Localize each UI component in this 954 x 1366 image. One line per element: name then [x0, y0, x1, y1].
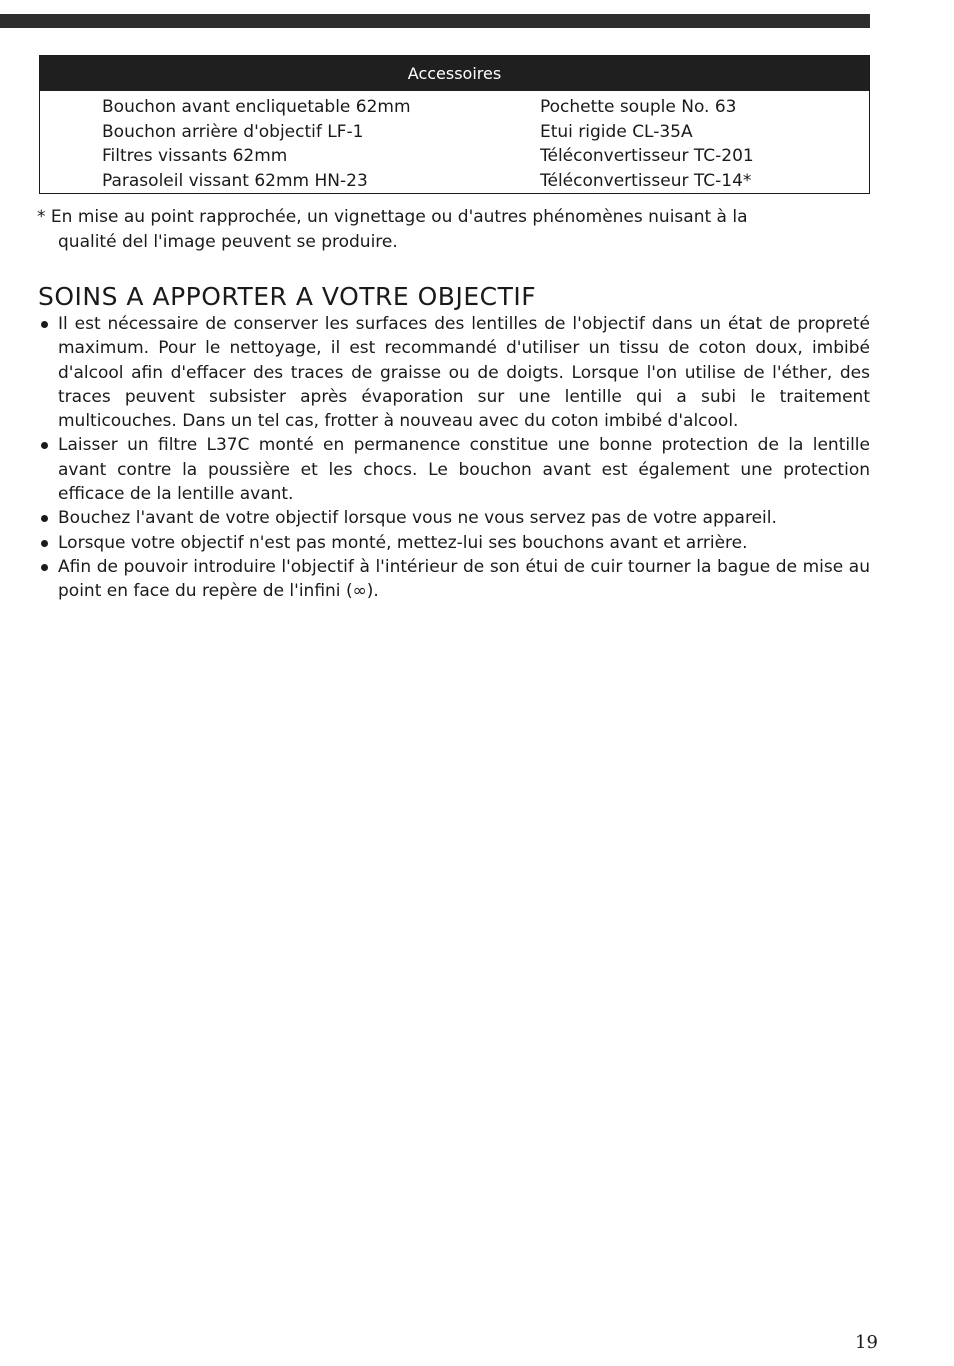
accessory-item: Bouchon arrière d'objectif LF-1: [102, 121, 364, 142]
bullet-text: Afin de pouvoir introduire l'objectif à l'intérieur de son étui de cuir tourner la bague de mise au point en face du repère de l'infini (∞).: [58, 556, 870, 602]
care-bullet-list: [38, 312, 870, 604]
bullet-text: Il est nécessaire de conserver les surfaces des lentilles de l'objectif dans un état de propreté maximum. Pour le nettoyage, il est recommandé d'utiliser un tissu de coton doux, imbibé d'alcool afin d'effacer des traces de graisse ou de doigts. Lorsque l'on utilise de l'éther, des traces peuvent subsister après évaporation sur une lentille qui a subi le traitement multicouches. Dans un tel cas, frotter à nouveau avec du coton imbibé d'alcool.: [58, 314, 870, 432]
bullet-item: [38, 555, 870, 604]
section-title: SOINS A APPORTER A VOTRE OBJECTIF: [38, 282, 537, 311]
bullet-icon: [41, 564, 48, 571]
footnote-line: * En mise au point rapprochée, un vignettage ou d'autres phénomènes nuisant à la: [37, 207, 748, 227]
accessory-item: Etui rigide CL-35A: [540, 121, 693, 142]
bullet-text: Bouchez l'avant de votre objectif lorsque vous ne vous servez pas de votre appareil.: [58, 508, 777, 529]
accessories-right-column: [540, 95, 754, 193]
bullet-icon: [41, 540, 48, 547]
bullet-text: Lorsque votre objectif n'est pas monté, mettez-lui ses bouchons avant et arrière.: [58, 532, 748, 553]
bullet-item: [38, 312, 870, 433]
bullet-text: Laisser un filtre L37C monté en permanence constitue une bonne protection de la lentille avant contre la poussière et les chocs. Le bouchon avant est également une protection efficace de la lentille avant.: [58, 435, 870, 505]
page-number: 19: [855, 1332, 878, 1353]
accessories-box: [39, 55, 870, 194]
bullet-item: [38, 433, 870, 506]
accessories-left-column: [102, 95, 411, 193]
top-rule: [0, 14, 870, 28]
accessory-item: Pochette souple No. 63: [540, 97, 737, 117]
bullet-icon: [41, 442, 48, 449]
bullet-icon: [41, 515, 48, 522]
accessory-item: Téléconvertisseur TC-201: [540, 146, 754, 166]
bullet-icon: [41, 321, 48, 328]
accessory-item: Téléconvertisseur TC-14*: [540, 170, 752, 191]
accessory-item: Bouchon avant encliquetable 62mm: [102, 97, 411, 117]
bullet-item: [38, 531, 870, 555]
bullet-item: [38, 506, 870, 530]
footnote: [37, 205, 870, 254]
accessory-item: Filtres vissants 62mm: [102, 146, 288, 166]
accessories-title: Accessoires: [40, 56, 869, 91]
footnote-line: qualité del l'image peuvent se produire.: [58, 231, 398, 252]
accessory-item: Parasoleil vissant 62mm HN-23: [102, 170, 368, 191]
